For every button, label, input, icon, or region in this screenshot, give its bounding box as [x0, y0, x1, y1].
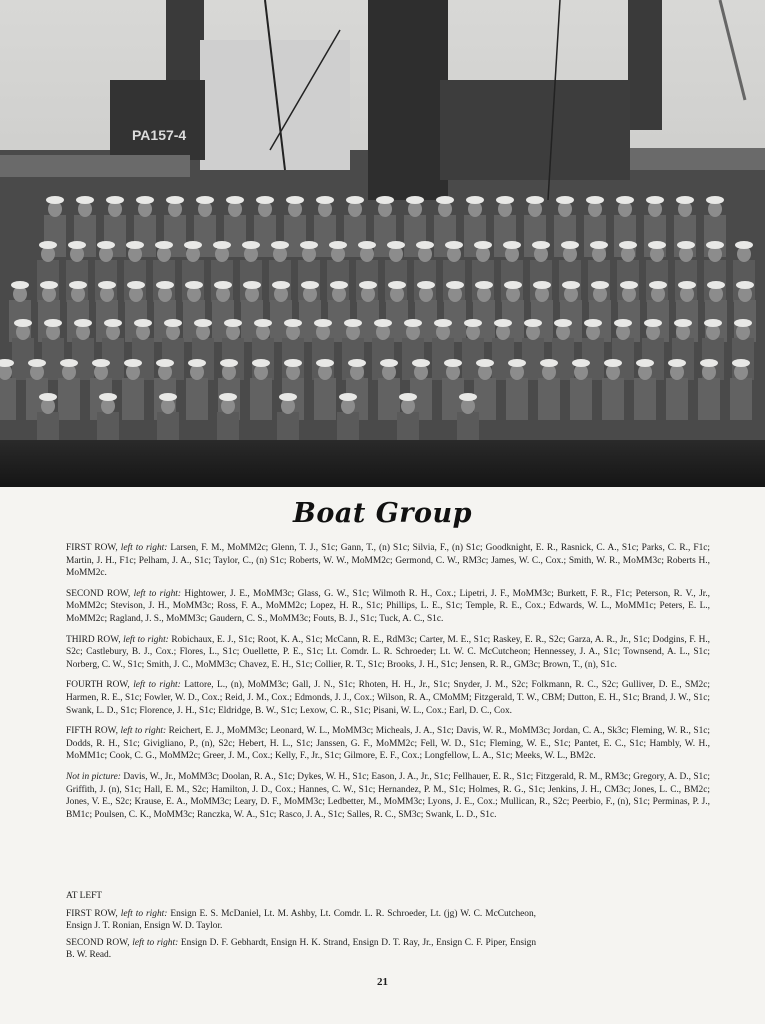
white-cap	[156, 359, 174, 367]
at-left-second-row: SECOND ROW, left to right: Ensign D. F. Gebhardt, Ensign H. K. Strand, Ensign D. T. Ray, Jr., Ensign C. F. Piper, Ensign B. W. Read.	[66, 937, 537, 961]
white-cap	[590, 241, 608, 249]
white-cap	[646, 196, 664, 204]
sailor-figure	[0, 378, 16, 420]
white-cap	[136, 196, 154, 204]
white-cap	[636, 359, 654, 367]
white-cap	[219, 393, 237, 401]
white-cap	[459, 393, 477, 401]
white-cap	[406, 196, 424, 204]
white-cap	[676, 196, 694, 204]
white-cap	[329, 241, 347, 249]
white-cap	[155, 241, 173, 249]
white-cap	[126, 241, 144, 249]
white-cap	[648, 241, 666, 249]
white-cap	[316, 359, 334, 367]
white-cap	[735, 241, 753, 249]
roster-text	[66, 542, 710, 829]
white-cap	[644, 319, 662, 327]
white-cap	[44, 319, 62, 327]
white-cap	[271, 241, 289, 249]
white-cap	[242, 241, 260, 249]
roster-row-second: SECOND ROW, left to right: Hightower, J. E., MoMM3c; Glass, G. W., S1c; Wilmoth R. H., Cox.; Lipetri, J. F., MoMM3c; Burkett, F. R., F1c; Peterson, R. V., Jr., MoMM2c; Stevison, J. H., MoMM3c; Ross, F. A., MoMM2c; Lopez, H. R., S1c; Phillips, L. E., S1c; Temple, R. E., Cox.; Edwards, W. L., MoMM1c; Peters, E. L., MoMM2c; Ragland, J. S., MoMM3c; Gaudern, C. S., MoMM3c; Fouts, B. J., S1c; Tuck, A. C., S1c.	[66, 588, 711, 624]
white-cap	[74, 319, 92, 327]
white-cap	[572, 359, 590, 367]
white-cap	[404, 319, 422, 327]
sailor-figure	[506, 378, 528, 420]
at-left-caption	[66, 890, 536, 970]
sailor-figure	[634, 378, 656, 420]
white-cap	[272, 281, 290, 289]
white-cap	[620, 281, 638, 289]
sailor-figure	[186, 378, 208, 420]
white-cap	[412, 359, 430, 367]
white-cap	[97, 241, 115, 249]
white-cap	[220, 359, 238, 367]
white-cap	[436, 196, 454, 204]
white-cap	[166, 196, 184, 204]
white-cap	[475, 281, 493, 289]
white-cap	[184, 241, 202, 249]
roster-row-fifth: FIFTH ROW, left to right: Reichert, E. J., MoMM3c; Leonard, W. L., MoMM3c; Micheals, J. A., S1c; Davis, W. R., MoMM3c; Jordan, C. A., Sk3c; Fleming, W. R., S1c; Dodds, R. H., S1c; Givigliano, P., (n), S2c; Hebert, H. L., S1c; Janssen, G. F., MoMM2c; Fell, W. D., S1c; Fleming, W. E., S1c; Pantet, E. C., S1c; Hambly, W. H., MoMM1c; Cook, C. G., MoMM2c; Greer, J. M., Cox.; Kelly, F., Jr., S1c; Gilmore, E. F., Cox.; Longfellow, L. A., S1c; Meeks, W. L., BM2c.	[66, 726, 711, 762]
white-cap	[417, 281, 435, 289]
white-cap	[561, 241, 579, 249]
white-cap	[444, 359, 462, 367]
white-cap	[46, 196, 64, 204]
white-cap	[476, 359, 494, 367]
white-cap	[104, 319, 122, 327]
white-cap	[11, 281, 29, 289]
white-cap	[40, 281, 58, 289]
white-cap	[98, 281, 116, 289]
at-left-first-row: FIRST ROW, left to right: Ensign E. S. McDaniel, Lt. M. Ashby, Lt. Comdr. L. R. Schroeder, Lt. (jg) W. C. McCutcheon, Ensign J. T. Ronian, Ensign W. D. Taylor.	[66, 908, 537, 932]
white-cap	[76, 196, 94, 204]
roster-row-first: FIRST ROW, left to right: Larsen, F. M., MoMM2c; Glenn, T. J., S1c; Gann, T., (n) S1c; Silvia, F., (n) S1c; Goodknight, E. R., Rasnick, C. A., S1c; Parks, C. R., F1c; Martin, J. H., F1c; Pelham, J. A., S1c; Taylor, C., (n) S1c; Roberts, W. W., MoMM2c; Germond, C. W., RM3c; James, W. C., Cox.; Smith, W. R., MoMM3c; Roberts H., MoMM2c.	[66, 543, 711, 579]
white-cap	[252, 359, 270, 367]
white-cap	[106, 196, 124, 204]
sailor-figure	[58, 378, 80, 420]
white-cap	[39, 241, 57, 249]
white-cap	[156, 281, 174, 289]
page-number: 21	[377, 976, 388, 988]
sailor-figure	[250, 378, 272, 420]
sailor-figure	[666, 378, 688, 420]
white-cap	[194, 319, 212, 327]
white-cap	[736, 281, 754, 289]
white-cap	[374, 319, 392, 327]
white-cap	[164, 319, 182, 327]
white-cap	[68, 241, 86, 249]
white-cap	[466, 196, 484, 204]
white-cap	[700, 359, 718, 367]
white-cap	[92, 359, 110, 367]
white-cap	[196, 196, 214, 204]
white-cap	[554, 319, 572, 327]
white-cap	[526, 196, 544, 204]
white-cap	[314, 319, 332, 327]
white-cap	[284, 319, 302, 327]
white-cap	[556, 196, 574, 204]
white-cap	[591, 281, 609, 289]
white-cap	[614, 319, 632, 327]
white-cap	[678, 281, 696, 289]
sailor-figure	[378, 378, 400, 420]
white-cap	[99, 393, 117, 401]
roster-row-third: THIRD ROW, left to right: Robichaux, E. J., S1c; Root, K. A., S1c; McCann, R. E., RdM3c; Carter, M. E., S1c; Raskey, E. R., S2c; Garza, A. R., Jr., S1c; Dodgins, F. H., S2c; Castlebury, B. J., Cox.; Flores, L., S1c; Ouellette, P. E., S1c; Lt. Comdr. L. R. Schroeder; Lt. W. C. McCutcheon; Hennessey, J. A., S1c; Townsend, A. L., S1c; Norberg, C. W., S1c; Smith, J. C., MoMM3c; Chavez, E. H., S1c; Collier, R. T., S1c; Brooks, J. H., S1c; Jensen, R. R., GM3c; Brown, T., (n), S1c.	[66, 634, 711, 670]
white-cap	[446, 281, 464, 289]
roster-row-fourth: FOURTH ROW, left to right: Lattore, L., (n), MoMM3c; Gall, J. N., S1c; Rhoten, H. H., Jr., S1c; Snyder, J. M., S2c; Folkmann, R. C., S2c; Gulliver, D. E., SM2c; Harmen, R. E., S1c; Fowler, W. D., Cox.; Reid, J. M., Cox.; Edmonds, J. J., Cox.; Wilson, R. A., CMoMM; Fitzgerald, T. W., CBM; Dutton, E. H., S1c; Brand, J. W., S1c; Swank, L. D., S1c; Florence, J. H., S1c; Eldridge, B. W., S1c; Lexow, C. R., S1c; Pisani, W. L., Cox.; Earl, D. C., Cox.	[66, 680, 710, 716]
white-cap	[387, 241, 405, 249]
sailor-figure	[602, 378, 624, 420]
white-cap	[69, 281, 87, 289]
white-cap	[445, 241, 463, 249]
white-cap	[300, 241, 318, 249]
sailor-figure	[122, 378, 144, 420]
white-cap	[668, 359, 686, 367]
white-cap	[532, 241, 550, 249]
white-cap	[540, 359, 558, 367]
white-cap	[707, 281, 725, 289]
white-cap	[619, 241, 637, 249]
white-cap	[586, 196, 604, 204]
white-cap	[279, 393, 297, 401]
white-cap	[14, 319, 32, 327]
white-cap	[584, 319, 602, 327]
white-cap	[533, 281, 551, 289]
white-cap	[214, 281, 232, 289]
white-cap	[256, 196, 274, 204]
white-cap	[243, 281, 261, 289]
white-cap	[188, 359, 206, 367]
white-cap	[677, 241, 695, 249]
roster-not-in-picture: Not in picture: Davis, W., Jr., MoMM3c; Doolan, R. A., S1c; Dykes, W. H., S1c; Eason, J. A., Jr., S1c; Fellhauer, E. R., S1c; Fitzgerald, R. M., RM3c; Gregory, A. D., S1c; Griffith, J. (n), S1c; Hall, E. M., S2c; Hamilton, J. D., Cox.; Hannes, C. W., S1c; Hernandez, P. M., S1c; Holmes, R. G., S1c; Jenkins, J. H., CM3c; Jones, L. C., BM2c; Jones, V. E., S2c; Krause, E. A., MoMM3c; Leary, D. F., MoMM3c; Ledbetter, M., MoMM3c; Lyons, J. E., Cox.; Mullican, R., S2c; Peerbio, F., (n), S1c; Perminas, P. J., BM1c; Poulsen, C. K., MoMM3c; Ranczka, W. A., S1c; Rasco, J. A., S1c; Salles, R. C., SM3c; Swank, L. D., S1c.	[66, 771, 711, 820]
white-cap	[376, 196, 394, 204]
white-cap	[127, 281, 145, 289]
white-cap	[734, 319, 752, 327]
sailor-figure	[314, 378, 336, 420]
white-cap	[504, 281, 522, 289]
white-cap	[388, 281, 406, 289]
sailor-figure	[698, 378, 720, 420]
white-cap	[213, 241, 231, 249]
white-cap	[416, 241, 434, 249]
white-cap	[60, 359, 78, 367]
white-cap	[496, 196, 514, 204]
group-photograph	[0, 0, 765, 487]
white-cap	[503, 241, 521, 249]
white-cap	[344, 319, 362, 327]
white-cap	[508, 359, 526, 367]
sailor-figure	[42, 338, 64, 380]
white-cap	[254, 319, 272, 327]
white-cap	[616, 196, 634, 204]
white-cap	[39, 393, 57, 401]
white-cap	[604, 359, 622, 367]
white-cap	[474, 241, 492, 249]
white-cap	[159, 393, 177, 401]
sailor-figure	[538, 378, 560, 420]
sailor-figure	[522, 338, 544, 380]
white-cap	[284, 359, 302, 367]
section-title: Boat Group	[293, 498, 472, 529]
white-cap	[301, 281, 319, 289]
white-cap	[706, 241, 724, 249]
white-cap	[286, 196, 304, 204]
white-cap	[704, 319, 722, 327]
white-cap	[359, 281, 377, 289]
white-cap	[224, 319, 242, 327]
white-cap	[28, 359, 46, 367]
white-cap	[185, 281, 203, 289]
white-cap	[124, 359, 142, 367]
white-cap	[524, 319, 542, 327]
white-cap	[380, 359, 398, 367]
ship-hull-marking: PA157-4	[132, 127, 187, 143]
at-left-heading: AT LEFT	[66, 891, 103, 901]
white-cap	[358, 241, 376, 249]
white-cap	[348, 359, 366, 367]
sailor-figure	[730, 378, 752, 420]
white-cap	[562, 281, 580, 289]
white-cap	[330, 281, 348, 289]
white-cap	[674, 319, 692, 327]
white-cap	[346, 196, 364, 204]
white-cap	[732, 359, 750, 367]
white-cap	[226, 196, 244, 204]
sailor-figure	[570, 378, 592, 420]
white-cap	[464, 319, 482, 327]
white-cap	[134, 319, 152, 327]
white-cap	[399, 393, 417, 401]
white-cap	[316, 196, 334, 204]
white-cap	[494, 319, 512, 327]
white-cap	[649, 281, 667, 289]
white-cap	[434, 319, 452, 327]
white-cap	[706, 196, 724, 204]
white-cap	[339, 393, 357, 401]
